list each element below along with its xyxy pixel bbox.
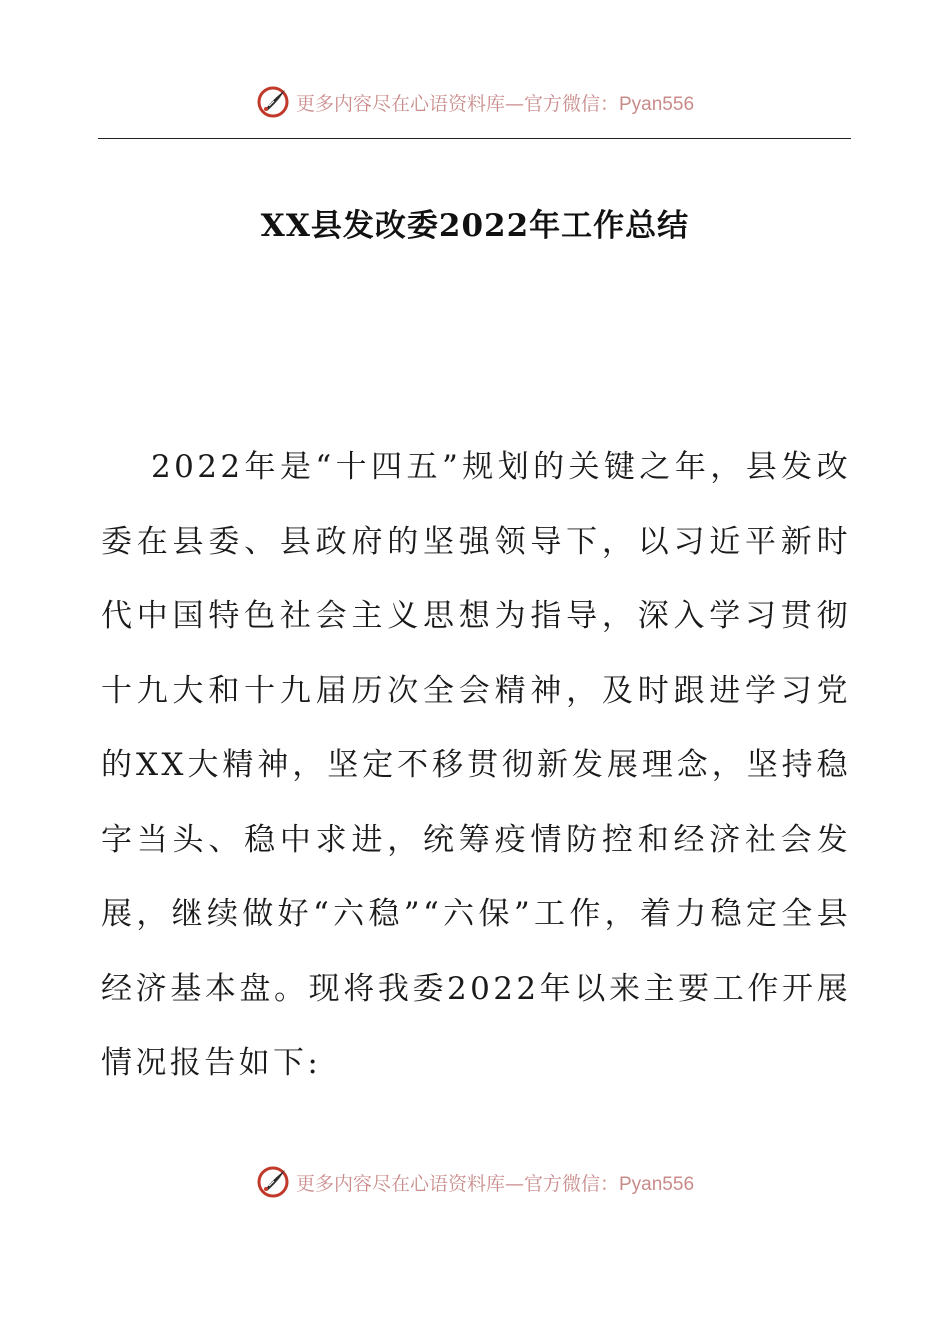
- header-divider: [98, 138, 851, 139]
- watermark-wechat-id: Pyan556: [619, 1173, 695, 1195]
- document-title: XX县发改委2022年工作总结: [260, 208, 690, 244]
- quill-logo-icon: [256, 85, 290, 119]
- header-watermark: [0, 82, 950, 122]
- quill-logo-icon: [256, 1165, 290, 1199]
- body-paragraph: 2022年是“十四五”规划的关键之年，县发改委在县委、县政府的坚强领导下，以习近平新时代中国特色社会主义思想为指导，深入学习贯彻十九大和十九届历次全会精神，及时跟进学习党的XX大精神，坚定不移贯彻新发展理念，坚持稳字当头、稳中求进，统筹疫情防控和经济社会发展，继续做好“六稳”“六保”工作，着力稳定全县经济基本盘。现将我委2022年以来主要工作开展情况报告如下:: [101, 449, 851, 1081]
- watermark-wechat-id: Pyan556: [619, 93, 695, 115]
- watermark-text: 更多内容尽在心语资料库—官方微信：Pyan556: [295, 92, 695, 115]
- footer-watermark: [0, 1162, 950, 1202]
- watermark-text: 更多内容尽在心语资料库—官方微信：Pyan556: [295, 1172, 695, 1195]
